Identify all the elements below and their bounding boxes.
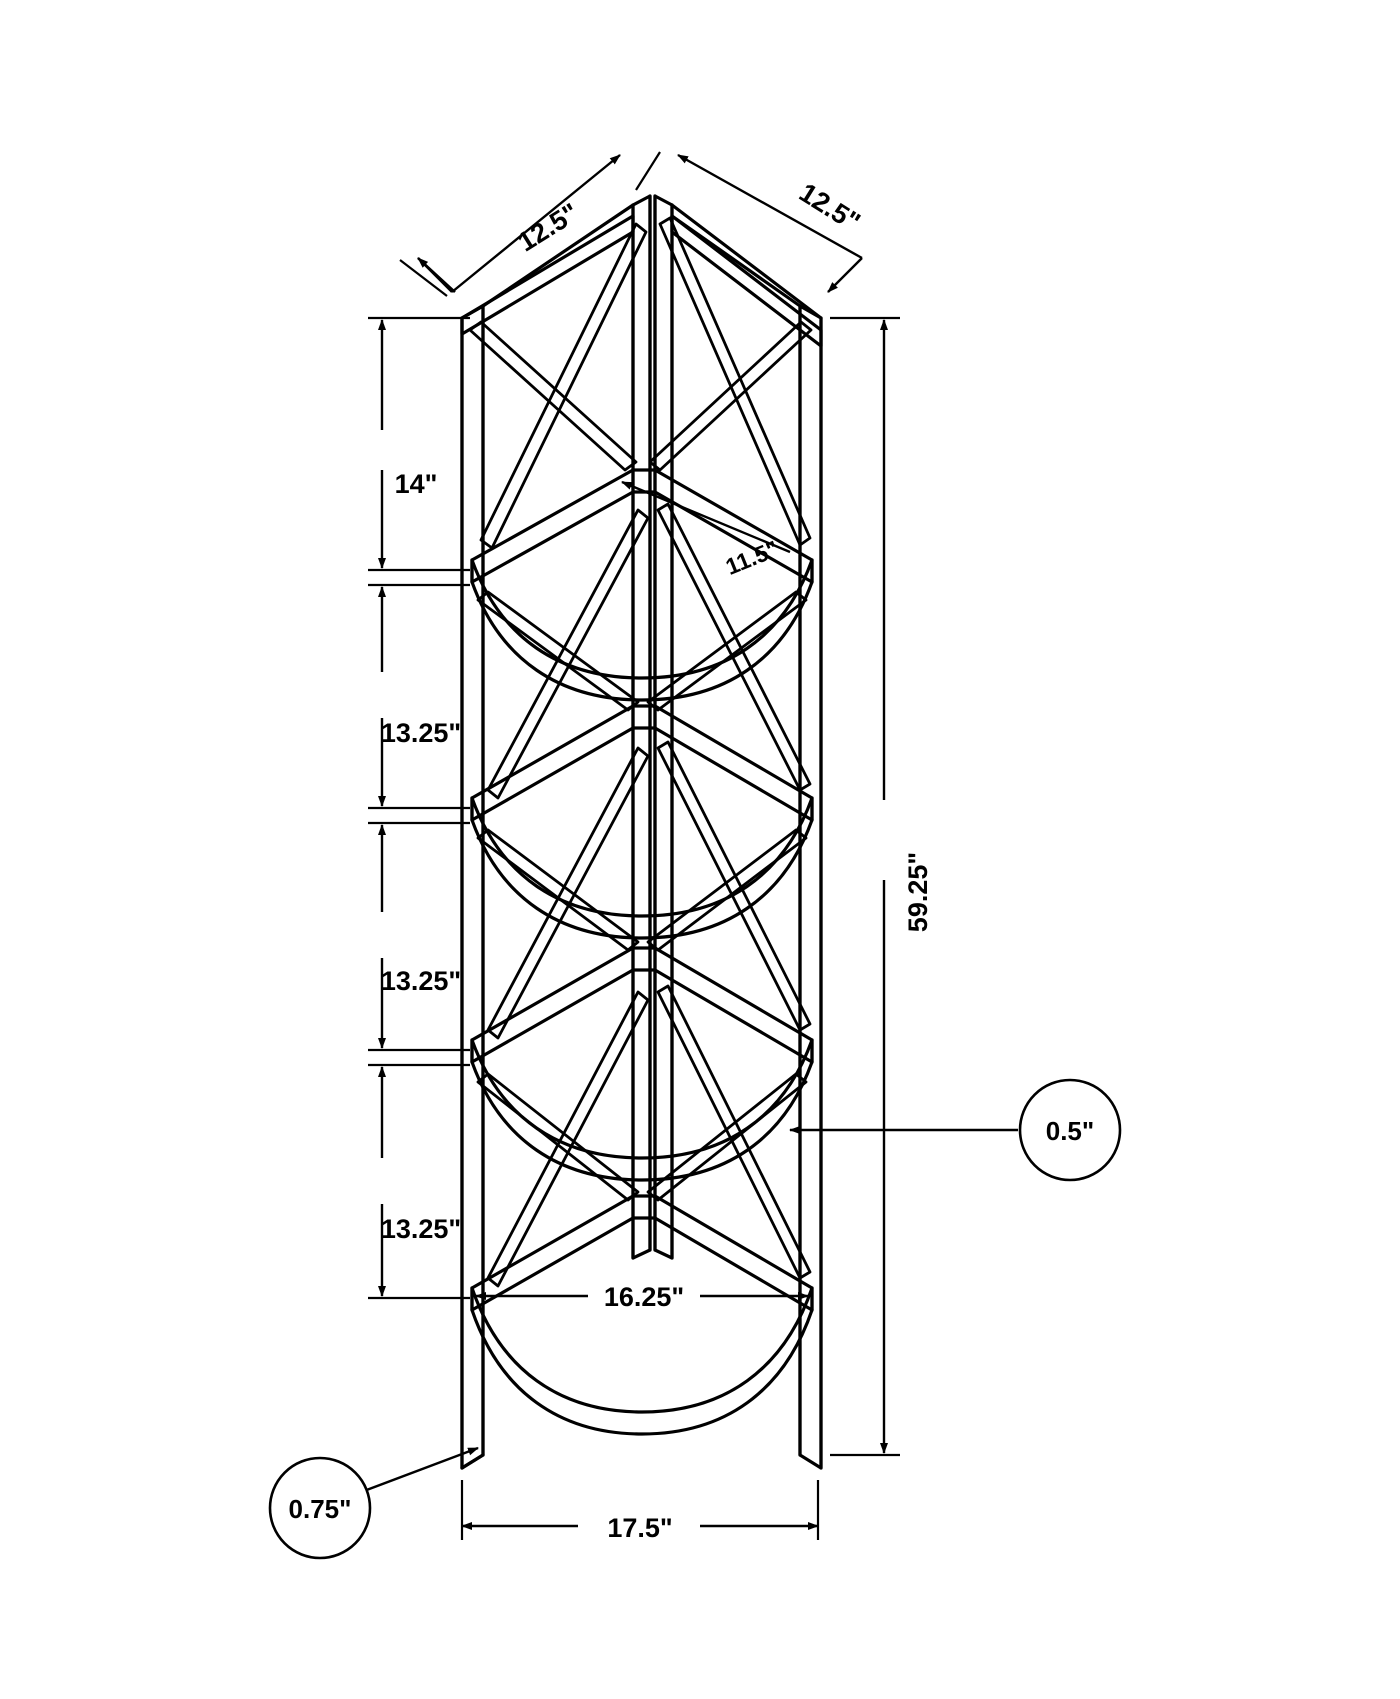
furniture-outline	[462, 196, 821, 1468]
label-shelf-gap-2: 13.25"	[380, 718, 462, 748]
label-bottom-shelf-width: 16.25"	[603, 1282, 685, 1312]
label-shelf-radius: 11.5"	[721, 535, 783, 580]
shelf-2	[472, 706, 812, 938]
dimension-lines	[340, 152, 1018, 1540]
label-shelf-thickness: 0.5"	[1045, 1116, 1095, 1146]
label-shelf-gap-3: 13.25"	[380, 966, 462, 996]
shelf-1	[472, 470, 812, 700]
label-top-shelf-gap: 14"	[394, 469, 438, 499]
label-shelf-gap-4: 13.25"	[380, 1214, 462, 1244]
dimension-labels	[289, 177, 1095, 1543]
top-rails	[462, 205, 821, 346]
brace-top-right	[650, 218, 811, 545]
label-top-right-depth: 12.5"	[794, 177, 866, 238]
shelf-4	[472, 1196, 812, 1434]
shelf-3	[472, 948, 812, 1180]
label-post-thickness: 0.75"	[288, 1494, 352, 1524]
label-top-left-depth: 12.5"	[512, 197, 584, 258]
label-overall-width: 17.5"	[607, 1513, 673, 1543]
label-overall-height: 59.25"	[903, 851, 933, 933]
